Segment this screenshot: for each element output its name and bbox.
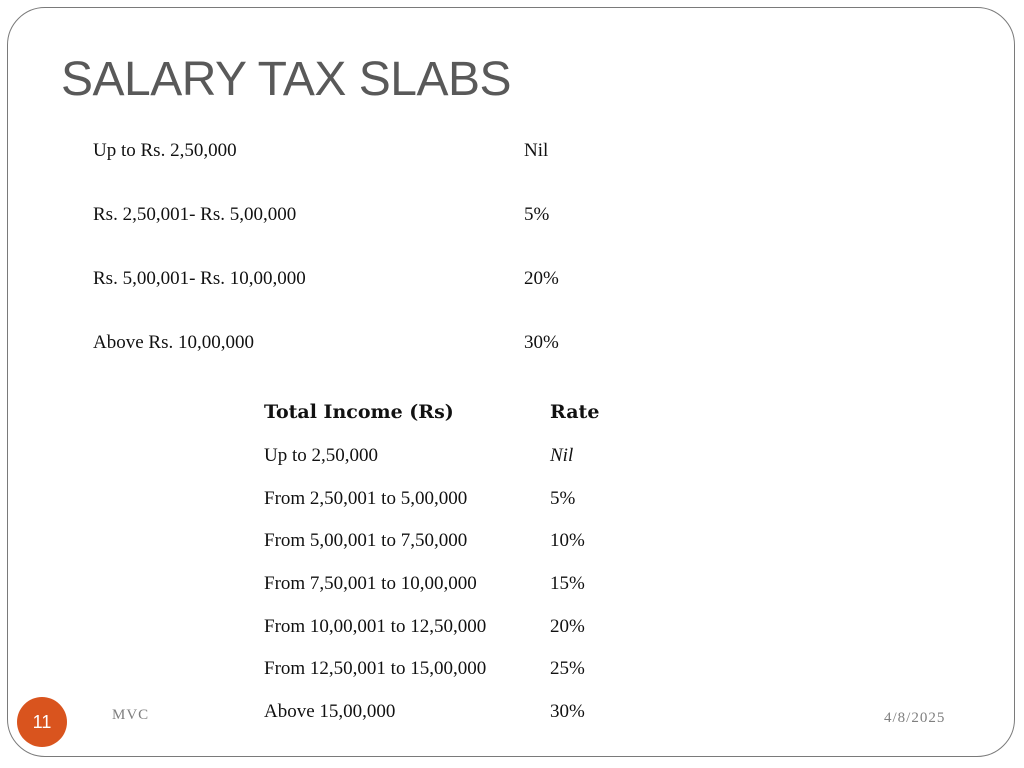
income-cell: From 2,50,001 to 5,00,000 xyxy=(264,487,468,509)
slab-rate: Nil xyxy=(524,140,549,161)
rate-cell: 15% xyxy=(550,573,585,595)
rate-cell: 10% xyxy=(550,530,585,552)
rate-cell: 25% xyxy=(550,658,585,680)
rate-cell: 30% xyxy=(550,701,585,723)
income-cell: Up to 2,50,000 xyxy=(264,445,378,466)
footer-text: MVC xyxy=(112,707,150,723)
income-cell: From 10,00,001 to 12,50,000 xyxy=(264,615,487,637)
income-cell: Above 15,00,000 xyxy=(264,701,396,723)
footer-date: 4/8/2025 xyxy=(884,710,946,726)
slab-rate: 20% xyxy=(524,268,559,289)
slab-rate: 30% xyxy=(524,332,559,353)
income-cell: From 5,00,001 to 7,50,000 xyxy=(264,530,468,552)
rate-column-header: Rate xyxy=(550,401,600,423)
rate-cell: 5% xyxy=(550,487,576,509)
income-cell: From 7,50,001 to 10,00,000 xyxy=(264,573,477,595)
slab-range: Rs. 5,00,001- Rs. 10,00,000 xyxy=(93,268,306,289)
slab-range: Above Rs. 10,00,000 xyxy=(93,332,254,353)
page-number-badge: 11 xyxy=(17,697,67,747)
slab-range: Up to Rs. 2,50,000 xyxy=(93,140,237,161)
slab-range: Rs. 2,50,001- Rs. 5,00,000 xyxy=(93,204,297,225)
slide-frame xyxy=(7,7,1015,757)
rate-cell: 20% xyxy=(550,615,585,637)
income-column-header: Total Income (Rs) xyxy=(264,401,454,423)
income-cell: From 12,50,001 to 15,00,000 xyxy=(264,658,487,680)
slide-title: SALARY TAX SLABS xyxy=(61,53,512,106)
rate-cell: Nil xyxy=(550,445,574,466)
slab-rate: 5% xyxy=(524,204,550,225)
